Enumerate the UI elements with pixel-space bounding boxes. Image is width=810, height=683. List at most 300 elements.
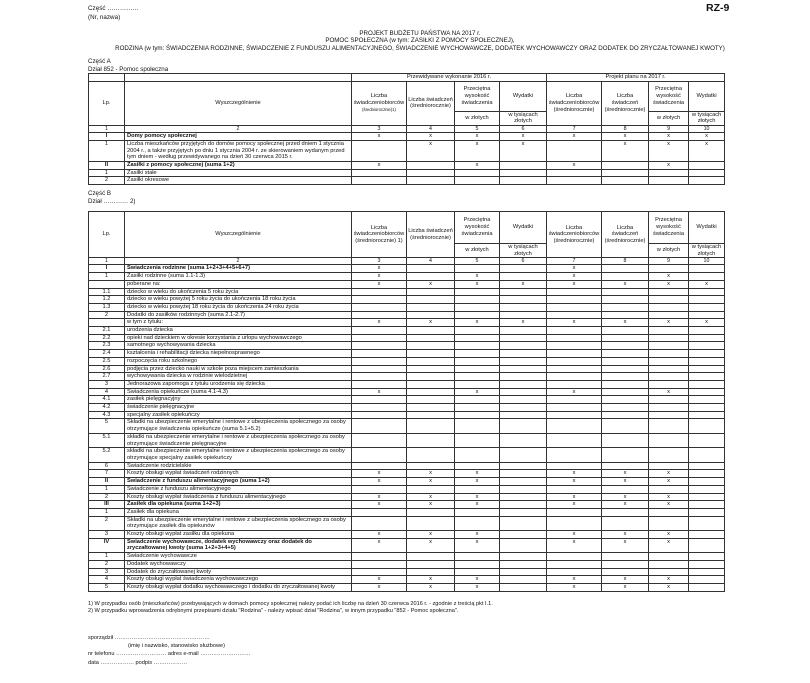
row-cell[interactable] bbox=[352, 448, 407, 462]
row-cell[interactable] bbox=[352, 296, 407, 304]
row-cell[interactable] bbox=[352, 342, 407, 350]
row-cell[interactable] bbox=[689, 516, 725, 530]
row-cell[interactable] bbox=[407, 296, 455, 304]
row-cell[interactable] bbox=[649, 350, 689, 358]
row-cell[interactable]: x bbox=[547, 265, 602, 273]
row-cell[interactable] bbox=[352, 365, 407, 373]
row-cell[interactable] bbox=[500, 265, 547, 273]
row-cell[interactable]: x bbox=[602, 140, 649, 161]
row-cell[interactable] bbox=[547, 311, 602, 319]
row-cell[interactable]: x bbox=[407, 493, 455, 501]
row-cell[interactable] bbox=[689, 448, 725, 462]
row-cell[interactable] bbox=[407, 411, 455, 419]
row-cell[interactable] bbox=[407, 169, 455, 177]
row-cell[interactable] bbox=[407, 311, 455, 319]
row-cell[interactable] bbox=[649, 288, 689, 296]
row-cell[interactable]: x bbox=[500, 280, 547, 288]
row-cell[interactable]: x bbox=[407, 140, 455, 161]
row-cell[interactable] bbox=[602, 560, 649, 568]
row-cell[interactable]: x bbox=[455, 583, 500, 591]
row-cell[interactable] bbox=[455, 265, 500, 273]
row-cell[interactable] bbox=[689, 531, 725, 539]
row-cell[interactable] bbox=[689, 388, 725, 396]
row-cell[interactable] bbox=[455, 411, 500, 419]
row-cell[interactable] bbox=[602, 373, 649, 381]
row-cell[interactable] bbox=[649, 411, 689, 419]
row-cell[interactable] bbox=[547, 350, 602, 358]
row-cell[interactable]: x bbox=[602, 583, 649, 591]
row-cell[interactable] bbox=[547, 296, 602, 304]
row-cell[interactable] bbox=[602, 350, 649, 358]
row-cell[interactable] bbox=[500, 296, 547, 304]
row-cell[interactable] bbox=[500, 508, 547, 516]
row-cell[interactable] bbox=[547, 288, 602, 296]
row-cell[interactable] bbox=[547, 553, 602, 561]
row-cell[interactable] bbox=[689, 538, 725, 552]
row-cell[interactable]: x bbox=[352, 161, 407, 169]
row-cell[interactable] bbox=[602, 568, 649, 576]
row-cell[interactable] bbox=[547, 365, 602, 373]
row-cell[interactable] bbox=[352, 334, 407, 342]
row-cell[interactable] bbox=[500, 433, 547, 447]
row-cell[interactable]: x bbox=[649, 493, 689, 501]
row-cell[interactable] bbox=[689, 462, 725, 470]
row-cell[interactable] bbox=[500, 357, 547, 365]
row-cell[interactable] bbox=[602, 303, 649, 311]
row-cell[interactable] bbox=[602, 404, 649, 412]
row-cell[interactable]: x bbox=[407, 583, 455, 591]
row-cell[interactable]: x bbox=[455, 493, 500, 501]
row-cell[interactable] bbox=[455, 448, 500, 462]
row-cell[interactable]: x bbox=[352, 470, 407, 478]
row-cell[interactable] bbox=[407, 388, 455, 396]
row-cell[interactable]: x bbox=[407, 470, 455, 478]
row-cell[interactable]: x bbox=[689, 319, 725, 327]
row-cell[interactable] bbox=[602, 357, 649, 365]
row-cell[interactable] bbox=[455, 568, 500, 576]
row-cell[interactable] bbox=[602, 334, 649, 342]
row-cell[interactable] bbox=[407, 560, 455, 568]
row-cell[interactable] bbox=[352, 177, 407, 185]
row-cell[interactable] bbox=[649, 177, 689, 185]
row-cell[interactable] bbox=[455, 508, 500, 516]
row-cell[interactable] bbox=[547, 303, 602, 311]
row-cell[interactable] bbox=[689, 303, 725, 311]
row-cell[interactable] bbox=[500, 478, 547, 486]
row-cell[interactable] bbox=[500, 288, 547, 296]
row-cell[interactable]: x bbox=[352, 388, 407, 396]
row-cell[interactable]: x bbox=[649, 140, 689, 161]
row-cell[interactable]: x bbox=[602, 538, 649, 552]
row-cell[interactable] bbox=[547, 396, 602, 404]
row-cell[interactable]: x bbox=[649, 133, 689, 141]
row-cell[interactable] bbox=[407, 265, 455, 273]
row-cell[interactable] bbox=[407, 357, 455, 365]
row-cell[interactable] bbox=[352, 485, 407, 493]
row-cell[interactable] bbox=[689, 380, 725, 388]
row-cell[interactable] bbox=[500, 462, 547, 470]
row-cell[interactable] bbox=[407, 350, 455, 358]
row-cell[interactable] bbox=[407, 462, 455, 470]
row-cell[interactable] bbox=[689, 169, 725, 177]
row-cell[interactable] bbox=[500, 516, 547, 530]
row-cell[interactable] bbox=[407, 433, 455, 447]
row-cell[interactable] bbox=[500, 583, 547, 591]
row-cell[interactable] bbox=[602, 448, 649, 462]
row-cell[interactable] bbox=[547, 433, 602, 447]
row-cell[interactable]: x bbox=[455, 319, 500, 327]
row-cell[interactable]: x bbox=[649, 273, 689, 281]
row-cell[interactable] bbox=[547, 508, 602, 516]
row-cell[interactable] bbox=[352, 462, 407, 470]
row-cell[interactable] bbox=[455, 404, 500, 412]
row-cell[interactable] bbox=[649, 169, 689, 177]
row-cell[interactable] bbox=[407, 396, 455, 404]
row-cell[interactable] bbox=[689, 357, 725, 365]
row-cell[interactable] bbox=[649, 265, 689, 273]
row-cell[interactable] bbox=[649, 342, 689, 350]
row-cell[interactable] bbox=[352, 373, 407, 381]
row-cell[interactable] bbox=[352, 311, 407, 319]
row-cell[interactable]: x bbox=[500, 140, 547, 161]
row-cell[interactable] bbox=[602, 433, 649, 447]
row-cell[interactable] bbox=[689, 288, 725, 296]
row-cell[interactable] bbox=[547, 568, 602, 576]
row-cell[interactable]: x bbox=[352, 538, 407, 552]
row-cell[interactable] bbox=[689, 478, 725, 486]
row-cell[interactable]: x bbox=[352, 280, 407, 288]
row-cell[interactable] bbox=[352, 357, 407, 365]
row-cell[interactable] bbox=[455, 303, 500, 311]
row-cell[interactable]: x bbox=[689, 280, 725, 288]
row-cell[interactable] bbox=[500, 327, 547, 335]
row-cell[interactable] bbox=[500, 380, 547, 388]
row-cell[interactable] bbox=[352, 508, 407, 516]
row-cell[interactable] bbox=[547, 357, 602, 365]
row-cell[interactable] bbox=[455, 288, 500, 296]
row-cell[interactable] bbox=[689, 560, 725, 568]
row-cell[interactable] bbox=[352, 303, 407, 311]
row-cell[interactable] bbox=[602, 411, 649, 419]
row-cell[interactable]: x bbox=[547, 319, 602, 327]
row-cell[interactable] bbox=[689, 419, 725, 433]
row-cell[interactable] bbox=[602, 388, 649, 396]
row-cell[interactable]: x bbox=[547, 538, 602, 552]
row-cell[interactable]: x bbox=[649, 280, 689, 288]
row-cell[interactable] bbox=[455, 380, 500, 388]
row-cell[interactable] bbox=[689, 568, 725, 576]
row-cell[interactable] bbox=[500, 350, 547, 358]
row-cell[interactable] bbox=[547, 327, 602, 335]
row-cell[interactable] bbox=[649, 516, 689, 530]
row-cell[interactable]: x bbox=[352, 133, 407, 141]
row-cell[interactable] bbox=[602, 327, 649, 335]
row-cell[interactable]: x bbox=[455, 538, 500, 552]
row-cell[interactable]: x bbox=[455, 501, 500, 509]
row-cell[interactable]: x bbox=[352, 273, 407, 281]
row-cell[interactable]: x bbox=[649, 470, 689, 478]
row-cell[interactable] bbox=[500, 493, 547, 501]
row-cell[interactable] bbox=[689, 576, 725, 584]
row-cell[interactable] bbox=[352, 553, 407, 561]
row-cell[interactable]: x bbox=[407, 478, 455, 486]
row-cell[interactable] bbox=[407, 516, 455, 530]
row-cell[interactable] bbox=[500, 303, 547, 311]
row-cell[interactable] bbox=[689, 265, 725, 273]
row-cell[interactable]: x bbox=[602, 478, 649, 486]
row-cell[interactable] bbox=[407, 177, 455, 185]
row-cell[interactable] bbox=[547, 177, 602, 185]
row-cell[interactable] bbox=[649, 433, 689, 447]
row-cell[interactable] bbox=[455, 350, 500, 358]
row-cell[interactable]: x bbox=[547, 478, 602, 486]
row-cell[interactable] bbox=[689, 411, 725, 419]
row-cell[interactable] bbox=[649, 334, 689, 342]
row-cell[interactable] bbox=[602, 396, 649, 404]
row-cell[interactable]: x bbox=[407, 576, 455, 584]
row-cell[interactable] bbox=[500, 538, 547, 552]
row-cell[interactable]: x bbox=[407, 501, 455, 509]
row-cell[interactable]: x bbox=[649, 531, 689, 539]
row-cell[interactable] bbox=[649, 311, 689, 319]
row-cell[interactable] bbox=[455, 342, 500, 350]
row-cell[interactable] bbox=[689, 273, 725, 281]
row-cell[interactable] bbox=[500, 311, 547, 319]
row-cell[interactable] bbox=[689, 553, 725, 561]
row-cell[interactable]: x bbox=[547, 161, 602, 169]
row-cell[interactable] bbox=[547, 419, 602, 433]
row-cell[interactable] bbox=[649, 373, 689, 381]
row-cell[interactable] bbox=[455, 365, 500, 373]
row-cell[interactable] bbox=[649, 404, 689, 412]
row-cell[interactable] bbox=[602, 288, 649, 296]
row-cell[interactable]: x bbox=[547, 280, 602, 288]
row-cell[interactable] bbox=[500, 177, 547, 185]
row-cell[interactable] bbox=[649, 327, 689, 335]
row-cell[interactable]: x bbox=[407, 133, 455, 141]
row-cell[interactable] bbox=[407, 303, 455, 311]
row-cell[interactable]: x bbox=[649, 538, 689, 552]
row-cell[interactable]: x bbox=[602, 280, 649, 288]
row-cell[interactable]: x bbox=[455, 140, 500, 161]
row-cell[interactable] bbox=[455, 433, 500, 447]
row-cell[interactable]: x bbox=[689, 133, 725, 141]
row-cell[interactable] bbox=[500, 273, 547, 281]
row-cell[interactable] bbox=[352, 560, 407, 568]
row-cell[interactable] bbox=[547, 169, 602, 177]
row-cell[interactable] bbox=[689, 327, 725, 335]
row-cell[interactable] bbox=[602, 177, 649, 185]
row-cell[interactable] bbox=[352, 169, 407, 177]
row-cell[interactable]: x bbox=[352, 493, 407, 501]
row-cell[interactable] bbox=[689, 501, 725, 509]
row-cell[interactable] bbox=[602, 273, 649, 281]
row-cell[interactable]: x bbox=[547, 273, 602, 281]
row-cell[interactable]: x bbox=[547, 133, 602, 141]
row-cell[interactable] bbox=[602, 419, 649, 433]
row-cell[interactable] bbox=[352, 516, 407, 530]
row-cell[interactable] bbox=[455, 357, 500, 365]
row-cell[interactable] bbox=[500, 169, 547, 177]
row-cell[interactable]: x bbox=[455, 273, 500, 281]
row-cell[interactable]: x bbox=[407, 319, 455, 327]
row-cell[interactable] bbox=[602, 485, 649, 493]
row-cell[interactable]: x bbox=[602, 501, 649, 509]
row-cell[interactable] bbox=[547, 448, 602, 462]
row-cell[interactable] bbox=[602, 265, 649, 273]
row-cell[interactable] bbox=[602, 342, 649, 350]
row-cell[interactable] bbox=[649, 553, 689, 561]
row-cell[interactable] bbox=[500, 485, 547, 493]
row-cell[interactable] bbox=[407, 380, 455, 388]
row-cell[interactable] bbox=[649, 419, 689, 433]
row-cell[interactable] bbox=[407, 327, 455, 335]
row-cell[interactable] bbox=[547, 404, 602, 412]
row-cell[interactable] bbox=[500, 553, 547, 561]
row-cell[interactable] bbox=[500, 419, 547, 433]
row-cell[interactable] bbox=[500, 342, 547, 350]
row-cell[interactable]: x bbox=[455, 478, 500, 486]
row-cell[interactable] bbox=[455, 334, 500, 342]
row-cell[interactable] bbox=[689, 365, 725, 373]
row-cell[interactable] bbox=[352, 404, 407, 412]
row-cell[interactable] bbox=[689, 470, 725, 478]
row-cell[interactable] bbox=[689, 311, 725, 319]
row-cell[interactable]: x bbox=[602, 576, 649, 584]
row-cell[interactable] bbox=[407, 404, 455, 412]
row-cell[interactable] bbox=[455, 169, 500, 177]
row-cell[interactable]: x bbox=[547, 493, 602, 501]
row-cell[interactable]: x bbox=[649, 319, 689, 327]
row-cell[interactable] bbox=[602, 553, 649, 561]
row-cell[interactable] bbox=[352, 140, 407, 161]
row-cell[interactable]: x bbox=[547, 576, 602, 584]
row-cell[interactable] bbox=[500, 531, 547, 539]
row-cell[interactable] bbox=[649, 448, 689, 462]
row-cell[interactable] bbox=[407, 485, 455, 493]
row-cell[interactable] bbox=[602, 380, 649, 388]
row-cell[interactable]: x bbox=[689, 140, 725, 161]
row-cell[interactable] bbox=[602, 365, 649, 373]
row-cell[interactable] bbox=[500, 396, 547, 404]
row-cell[interactable] bbox=[455, 373, 500, 381]
row-cell[interactable] bbox=[500, 448, 547, 462]
row-cell[interactable]: x bbox=[547, 583, 602, 591]
row-cell[interactable] bbox=[649, 396, 689, 404]
row-cell[interactable] bbox=[602, 169, 649, 177]
row-cell[interactable] bbox=[547, 342, 602, 350]
row-cell[interactable] bbox=[649, 303, 689, 311]
row-cell[interactable] bbox=[455, 485, 500, 493]
row-cell[interactable] bbox=[352, 396, 407, 404]
row-cell[interactable]: x bbox=[352, 576, 407, 584]
row-cell[interactable] bbox=[689, 404, 725, 412]
row-cell[interactable] bbox=[602, 296, 649, 304]
row-cell[interactable] bbox=[689, 350, 725, 358]
row-cell[interactable]: x bbox=[407, 280, 455, 288]
row-cell[interactable]: x bbox=[500, 133, 547, 141]
row-cell[interactable]: x bbox=[649, 161, 689, 169]
row-cell[interactable] bbox=[407, 373, 455, 381]
row-cell[interactable] bbox=[455, 553, 500, 561]
row-cell[interactable]: x bbox=[649, 478, 689, 486]
row-cell[interactable] bbox=[649, 357, 689, 365]
row-cell[interactable] bbox=[500, 334, 547, 342]
row-cell[interactable]: x bbox=[649, 388, 689, 396]
row-cell[interactable] bbox=[547, 380, 602, 388]
row-cell[interactable] bbox=[547, 560, 602, 568]
row-cell[interactable] bbox=[649, 485, 689, 493]
row-cell[interactable]: x bbox=[455, 388, 500, 396]
row-cell[interactable] bbox=[689, 485, 725, 493]
row-cell[interactable] bbox=[649, 568, 689, 576]
row-cell[interactable]: x bbox=[547, 501, 602, 509]
row-cell[interactable]: x bbox=[602, 319, 649, 327]
row-cell[interactable]: x bbox=[352, 531, 407, 539]
row-cell[interactable] bbox=[500, 388, 547, 396]
row-cell[interactable] bbox=[500, 576, 547, 584]
row-cell[interactable] bbox=[407, 342, 455, 350]
row-cell[interactable] bbox=[455, 462, 500, 470]
row-cell[interactable] bbox=[602, 311, 649, 319]
row-cell[interactable] bbox=[407, 161, 455, 169]
row-cell[interactable] bbox=[352, 350, 407, 358]
row-cell[interactable] bbox=[649, 462, 689, 470]
row-cell[interactable]: x bbox=[500, 319, 547, 327]
row-cell[interactable] bbox=[455, 419, 500, 433]
row-cell[interactable] bbox=[352, 433, 407, 447]
row-cell[interactable] bbox=[500, 365, 547, 373]
row-cell[interactable] bbox=[500, 373, 547, 381]
row-cell[interactable]: x bbox=[602, 470, 649, 478]
row-cell[interactable] bbox=[455, 296, 500, 304]
row-cell[interactable] bbox=[407, 508, 455, 516]
row-cell[interactable] bbox=[689, 296, 725, 304]
row-cell[interactable]: x bbox=[602, 493, 649, 501]
row-cell[interactable] bbox=[649, 365, 689, 373]
row-cell[interactable] bbox=[689, 373, 725, 381]
row-cell[interactable]: x bbox=[407, 531, 455, 539]
row-cell[interactable]: x bbox=[352, 478, 407, 486]
row-cell[interactable] bbox=[455, 560, 500, 568]
row-cell[interactable] bbox=[689, 583, 725, 591]
row-cell[interactable]: x bbox=[455, 576, 500, 584]
row-cell[interactable] bbox=[649, 380, 689, 388]
row-cell[interactable] bbox=[407, 365, 455, 373]
row-cell[interactable]: x bbox=[455, 280, 500, 288]
row-cell[interactable] bbox=[455, 311, 500, 319]
row-cell[interactable] bbox=[547, 334, 602, 342]
row-cell[interactable] bbox=[500, 161, 547, 169]
row-cell[interactable] bbox=[689, 493, 725, 501]
row-cell[interactable] bbox=[500, 411, 547, 419]
row-cell[interactable] bbox=[602, 508, 649, 516]
row-cell[interactable]: x bbox=[649, 583, 689, 591]
row-cell[interactable] bbox=[649, 508, 689, 516]
row-cell[interactable] bbox=[352, 419, 407, 433]
row-cell[interactable] bbox=[500, 560, 547, 568]
row-cell[interactable] bbox=[689, 508, 725, 516]
row-cell[interactable] bbox=[455, 327, 500, 335]
row-cell[interactable]: x bbox=[547, 388, 602, 396]
row-cell[interactable] bbox=[352, 411, 407, 419]
row-cell[interactable] bbox=[407, 448, 455, 462]
row-cell[interactable] bbox=[547, 140, 602, 161]
row-cell[interactable]: x bbox=[649, 501, 689, 509]
row-cell[interactable]: x bbox=[455, 531, 500, 539]
row-cell[interactable] bbox=[689, 334, 725, 342]
row-cell[interactable]: x bbox=[455, 133, 500, 141]
